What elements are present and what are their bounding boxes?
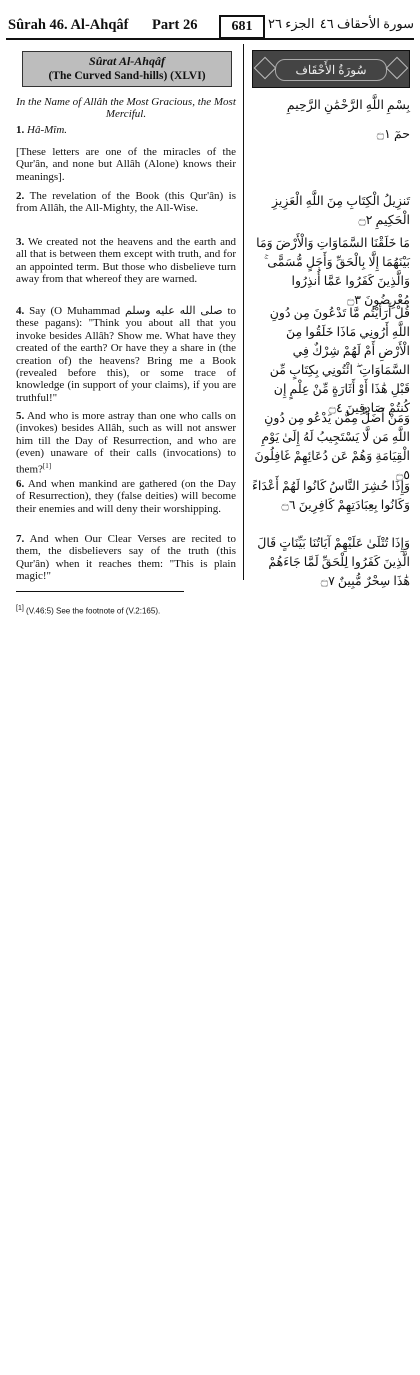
surah-title: Sûrat Al-Ahqâf xyxy=(89,54,165,68)
verse-4-arabic: قُلْ أَرَأَيْتُم مَّا تَدْعُونَ مِن دُونِ اللَّهِ أَرُونِي مَاذَا خَلَقُوا مِنَ الْأَرْضِ أَمْ لَهُمْ شِرْكٌ فِي السَّمَاوَاتِ ۖ ائْتُونِي بِكِتَابٍ مِّن قَبْلِ هَٰذَا أَوْ أَثَارَةٍ مِّنْ عِلْمٍ إِن كُنتُمْ صَادِقِينَ ۝٤ xyxy=(269,306,410,415)
surah-label: Sûrah 46. Al-Ahqâf xyxy=(8,17,129,33)
verse-number: 6. xyxy=(16,478,25,490)
verse-3-arabic: مَا خَلَقْنَا السَّمَاوَاتِ وَالْأَرْضَ وَمَا بَيْنَهُمَا إِلَّا بِالْحَقِّ وَأَجَلٍ مُّسَمًّى ۚ وَالَّذِينَ كَفَرُوا عَمَّا أُنذِرُوا مُعْرِضُونَ ۝٣ xyxy=(256,236,410,307)
verse-6 xyxy=(16,478,236,515)
verse-number: 4. xyxy=(16,305,25,317)
basmala-arabic: بِسْمِ اللَّهِ الرَّحْمَٰنِ الرَّحِيمِ xyxy=(286,98,410,112)
verse-text: And when Our Clear Verses are recited to them, the disbelievers say of the truth (this Qur'ân) when it reaches them: "This is plain magic!" xyxy=(16,533,236,583)
verse-4 xyxy=(16,305,236,404)
verse-2-arabic: تَنزِيلُ الْكِتَابِ مِنَ اللَّهِ الْعَزِيزِ الْحَكِيمِ ۝٢ xyxy=(271,194,410,227)
verse-text: The revelation of the Book (this Qur'ân) is from Allâh, the All-Mighty, the All-Wise. xyxy=(16,190,236,215)
page-header xyxy=(6,14,414,40)
verse-number: 3. xyxy=(16,236,25,248)
column-divider xyxy=(243,44,244,580)
verse-7 xyxy=(16,533,236,583)
part-label: Part 26 xyxy=(152,17,198,33)
surah-title-box xyxy=(22,51,232,87)
verse-1-arabic: حمٓ ۝١ xyxy=(376,127,410,141)
verse-1-note xyxy=(16,146,236,183)
footnote-text: (V.46:5) See the footnote of (V.2:165). xyxy=(26,606,161,616)
footnote-marker: [1] xyxy=(42,461,52,470)
surah-subtitle: (The Curved Sand-hills) (XLVI) xyxy=(48,70,206,82)
verse-text: Say (O Muhammad صلى الله عليه وسلم to these pagans): "Think you about all that you invoke besides Allâh? Show me. What have they created of the earth? Or have they a share in (the creation of) the heavens? Bring me a Book (revealed before this), or some trace of knowledge (in support of your claims), if you are truthful!" xyxy=(16,305,237,404)
footnote xyxy=(16,605,160,616)
page-number: 681 xyxy=(219,15,265,39)
verse-text: We created not the heavens and the earth and all that is between them except with truth, and for an appointed term. But those who disbelieve turn away from that whereof they are warned. xyxy=(16,236,236,286)
verse-6-arabic: وَإِذَا حُشِرَ النَّاسُ كَانُوا لَهُمْ أَعْدَاءً وَكَانُوا بِعِبَادَتِهِمْ كَافِرِينَ ۝٦ xyxy=(252,479,410,512)
verse-text: And when mankind are gathered (on the Day of Resurrection), they (false deities) will become their enemies and will deny their worshipping. xyxy=(16,478,236,515)
verse-text: Hâ-Mîm. xyxy=(27,124,68,136)
arabic-title-panel xyxy=(252,50,410,88)
verse-2 xyxy=(16,190,236,215)
footnote-divider xyxy=(16,591,184,592)
footnote-marker: [1] xyxy=(16,605,24,612)
ornament-left-icon xyxy=(254,57,277,80)
verse-number: 2. xyxy=(16,190,25,202)
verse-5-arabic: وَمَنْ أَضَلُّ مِمَّن يَدْعُو مِن دُونِ اللَّهِ مَن لَّا يَسْتَجِيبُ لَهُ إِلَىٰ يَوْمِ الْقِيَامَةِ وَهُمْ عَن دُعَائِهِمْ غَافِلُونَ ۝٥ xyxy=(254,411,410,482)
verse-number: 5. xyxy=(16,410,25,422)
verse-7-arabic: وَإِذَا تُتْلَىٰ عَلَيْهِمْ آيَاتُنَا بَيِّنَاتٍ قَالَ الَّذِينَ كَفَرُوا لِلْحَقِّ لَمَّا جَاءَهُمْ هَٰذَا سِحْرٌ مُّبِينٌ ۝٧ xyxy=(257,536,410,588)
verse-3 xyxy=(16,236,236,286)
verse-number: 7. xyxy=(16,533,25,545)
verse-text: And who is more astray than one who calls on (invokes) besides Allâh, such as will not answer him till the Day of Resurrection, and who are (even) unaware of their calls (invocations) to them? xyxy=(16,410,236,476)
arabic-juz-label: الجزء ٢٦ xyxy=(268,16,315,31)
basmala-english: In the Name of Allâh the Most Gracious, the Most Merciful. xyxy=(16,96,236,121)
arabic-surah-label: سورة الأحقاف ٤٦ xyxy=(319,16,414,31)
arabic-surah-title: سُورَةُ الأَحْقَاف xyxy=(275,59,387,81)
verse-number: 1. xyxy=(16,124,25,136)
verse-5 xyxy=(16,410,236,476)
ornament-right-icon xyxy=(386,57,409,80)
verse-1 xyxy=(16,124,236,136)
note-text: [These letters are one of the miracles of the Qur'ân, and none but Allâh (Alone) knows their meanings]. xyxy=(16,146,236,183)
